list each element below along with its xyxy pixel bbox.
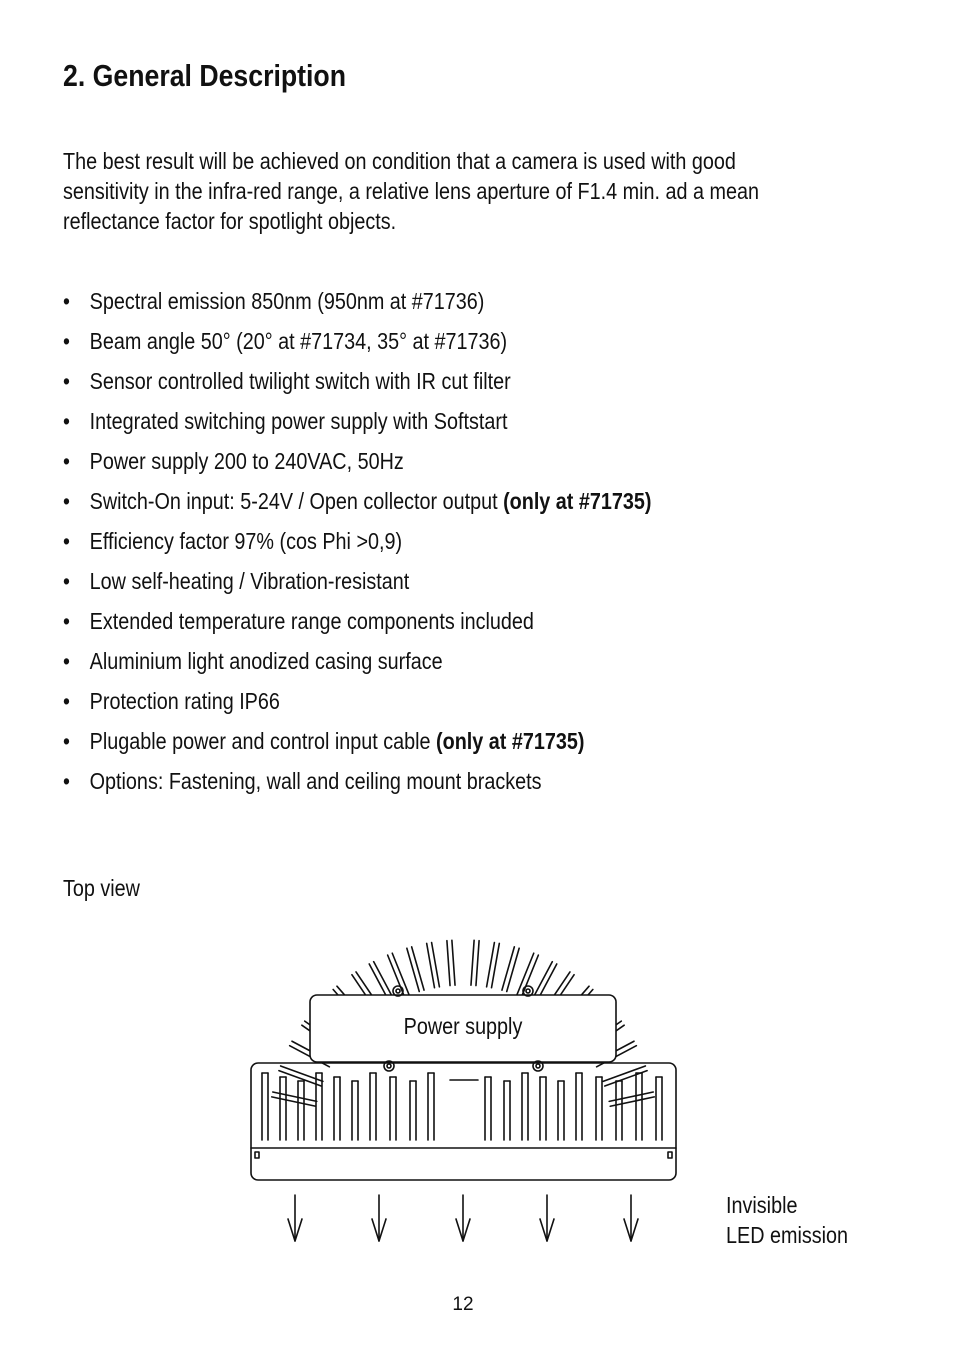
device-top-view-diagram	[240, 935, 690, 1255]
intro-paragraph	[63, 146, 759, 236]
bullet-icon: •	[63, 448, 70, 474]
feature-item	[63, 525, 651, 565]
feature-item	[63, 365, 651, 405]
feature-text: Sensor controlled twilight switch with IR cut filter	[89, 368, 511, 394]
feature-item	[63, 685, 651, 725]
diagram-caption: Top view	[63, 875, 140, 901]
emission-label-line: Invisible	[726, 1192, 798, 1218]
emission-arrow-icon	[540, 1195, 554, 1241]
emission-label	[726, 1190, 848, 1250]
feature-item	[63, 285, 651, 325]
bullet-icon: •	[63, 688, 70, 714]
page-title: 2. General Description	[63, 58, 346, 93]
feature-note: (only at #71735)	[503, 488, 652, 514]
feature-text: Options: Fastening, wall and ceiling mount brackets	[89, 768, 542, 794]
feature-item	[63, 765, 651, 805]
feature-text: Spectral emission 850nm (950nm at #71736)	[89, 288, 485, 314]
feature-note: (only at #71735)	[436, 728, 585, 754]
emission-arrow-icon	[372, 1195, 386, 1241]
power-supply-label: Power supply	[403, 1013, 523, 1040]
bullet-icon: •	[63, 768, 70, 794]
feature-text: Switch-On input: 5-24V / Open collector output	[89, 488, 504, 514]
feature-text: Aluminium light anodized casing surface	[89, 648, 443, 674]
feature-item	[63, 725, 651, 765]
feature-text: Efficiency factor 97% (cos Phi >0,9)	[89, 528, 403, 554]
bullet-icon: •	[63, 608, 70, 634]
bullet-icon: •	[63, 568, 70, 594]
feature-text: Plugable power and control input cable	[89, 728, 437, 754]
feature-text: Power supply 200 to 240VAC, 50Hz	[89, 448, 404, 474]
feature-item	[63, 405, 651, 445]
bullet-icon: •	[63, 528, 70, 554]
emission-arrow-icon	[624, 1195, 638, 1241]
page-number: 12	[452, 1294, 474, 1315]
feature-text: Low self-heating / Vibration-resistant	[89, 568, 410, 594]
emission-arrow-icon	[456, 1195, 470, 1241]
bullet-icon: •	[63, 728, 70, 754]
feature-item	[63, 605, 651, 645]
emission-arrow-icon	[288, 1195, 302, 1241]
bullet-icon: •	[63, 648, 70, 674]
intro-line: reflectance factor for spotlight objects.	[63, 208, 397, 234]
bullet-icon: •	[63, 288, 70, 314]
bullet-icon: •	[63, 368, 70, 394]
feature-item	[63, 445, 651, 485]
feature-text: Protection rating IP66	[89, 688, 280, 714]
feature-text: Integrated switching power supply with Softstart	[89, 408, 508, 434]
emission-label-line: LED emission	[726, 1222, 849, 1248]
intro-line: sensitivity in the infra-red range, a relative lens aperture of F1.4 min. ad a mean	[63, 178, 759, 204]
feature-item	[63, 325, 651, 365]
feature-text: Extended temperature range components included	[89, 608, 534, 634]
housing-clip-left	[255, 1152, 259, 1158]
bullet-icon: •	[63, 408, 70, 434]
intro-line: The best result will be achieved on condition that a camera is used with good	[63, 148, 736, 174]
housing-clip-right	[668, 1152, 672, 1158]
bullet-icon: •	[63, 328, 70, 354]
bullet-icon: •	[63, 488, 70, 514]
feature-item	[63, 565, 651, 605]
feature-list	[63, 285, 651, 805]
feature-item	[63, 485, 651, 525]
feature-text: Beam angle 50° (20° at #71734, 35° at #71736)	[89, 328, 508, 354]
lower-cooling-fins	[262, 1073, 662, 1140]
feature-item	[63, 645, 651, 685]
emission-arrows	[288, 1195, 638, 1241]
